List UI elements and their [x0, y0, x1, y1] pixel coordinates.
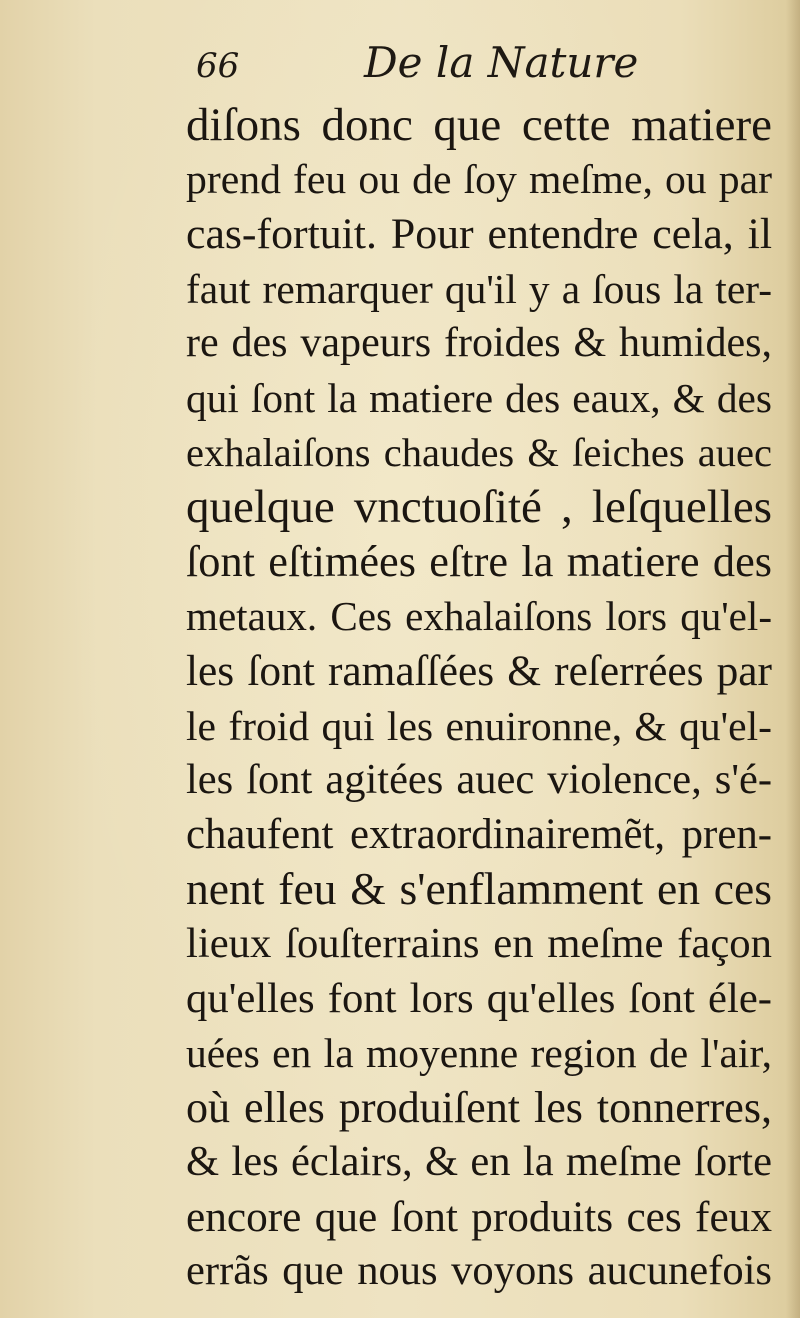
text-line: diſons donc que cette matiere [186, 99, 772, 151]
text-line: ſont eſtimées eſtre la matiere des [186, 536, 772, 586]
text-line: & les éclairs, & en la meſme ſorte [186, 1138, 772, 1186]
text-line: le froid qui les enuironne, & qu'el- [186, 702, 772, 749]
text-line: qui ſont la matiere des eaux, & des [186, 374, 772, 421]
text-line: les ſont agitées auec violence, s'é- [186, 756, 772, 804]
text-line: où elles produiſent les tonnerres, [186, 1082, 772, 1132]
text-line: prend feu ou de ſoy meſme, ou par [186, 156, 772, 203]
text-line: metaux. Ces exhalaiſons lors qu'el- [186, 593, 772, 640]
text-line: lieux ſouſterrains en meſme façon [186, 919, 772, 967]
text-line: chaufent extraordinairemẽt, pren- [186, 810, 772, 858]
text-line: encore que ſont produits ces feux [186, 1192, 772, 1241]
body-text [186, 98, 772, 1299]
text-line: errãs que nous voyons aucunefois [186, 1247, 772, 1295]
text-line: nent feu & s'enflamment en ces [186, 863, 772, 915]
text-line: quelque vnctuoſité , leſquelles [186, 481, 772, 534]
text-line: faut remarquer qu'il y a ſous la ter- [186, 265, 772, 312]
text-line: uées en la moyenne region de l'air, [186, 1030, 772, 1077]
text-line: les ſont ramaſſées & reſerrées par [186, 646, 772, 695]
page-number: 66 [196, 46, 240, 86]
text-line: re des vapeurs froides & humides, [186, 320, 772, 367]
running-title: De la Nature [364, 38, 639, 87]
text-line: cas-fortuit. Pour entendre cela, il [186, 210, 772, 259]
text-line: qu'elles font lors qu'elles ſont éle- [186, 974, 772, 1022]
page-header [196, 38, 639, 98]
text-line: exhalaiſons chaudes & ſeiches auec [186, 429, 772, 475]
